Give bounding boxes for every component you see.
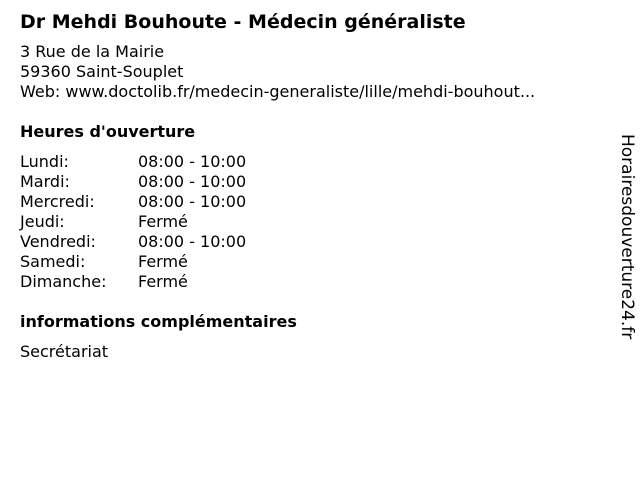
business-card xyxy=(20,10,600,362)
address-city: 59360 Saint-Souplet xyxy=(20,62,184,81)
additional-info-item: Secrétariat xyxy=(20,342,109,361)
day-label: Samedi: xyxy=(20,252,86,271)
business-title: Dr Mehdi Bouhoute - Médecin généraliste xyxy=(20,11,466,33)
hours-row-saturday xyxy=(20,252,600,272)
website-label: Web: xyxy=(20,82,61,101)
website-row xyxy=(20,82,600,102)
hours-row-monday xyxy=(20,152,600,172)
hours-value: 08:00 - 10:00 xyxy=(138,192,247,211)
hours-value: 08:00 - 10:00 xyxy=(138,152,247,171)
hours-value: Fermé xyxy=(138,212,188,231)
hours-value: Fermé xyxy=(138,252,188,271)
day-label: Mercredi: xyxy=(20,192,95,211)
hours-row-wednesday xyxy=(20,192,600,212)
opening-hours-title: Heures d'ouverture xyxy=(20,122,196,141)
hours-row-friday xyxy=(20,232,600,252)
day-label: Vendredi: xyxy=(20,232,96,251)
hours-value: 08:00 - 10:00 xyxy=(138,232,247,251)
hours-value: 08:00 - 10:00 xyxy=(138,172,247,191)
hours-row-thursday xyxy=(20,212,600,232)
address-street: 3 Rue de la Mairie xyxy=(20,42,165,61)
hours-value: Fermé xyxy=(138,272,188,291)
day-label: Mardi: xyxy=(20,172,70,191)
day-label: Jeudi: xyxy=(20,212,65,231)
hours-row-sunday xyxy=(20,272,600,292)
day-label: Lundi: xyxy=(20,152,69,171)
additional-info-title: informations complémentaires xyxy=(20,312,297,331)
website-link[interactable]: www.doctolib.fr/medecin-generaliste/lille/mehdi-bouhout... xyxy=(65,82,536,101)
opening-hours-list xyxy=(20,152,600,292)
day-label: Dimanche: xyxy=(20,272,107,291)
hours-row-tuesday xyxy=(20,172,600,192)
site-watermark: Horairesdouverture24.fr xyxy=(617,134,637,340)
